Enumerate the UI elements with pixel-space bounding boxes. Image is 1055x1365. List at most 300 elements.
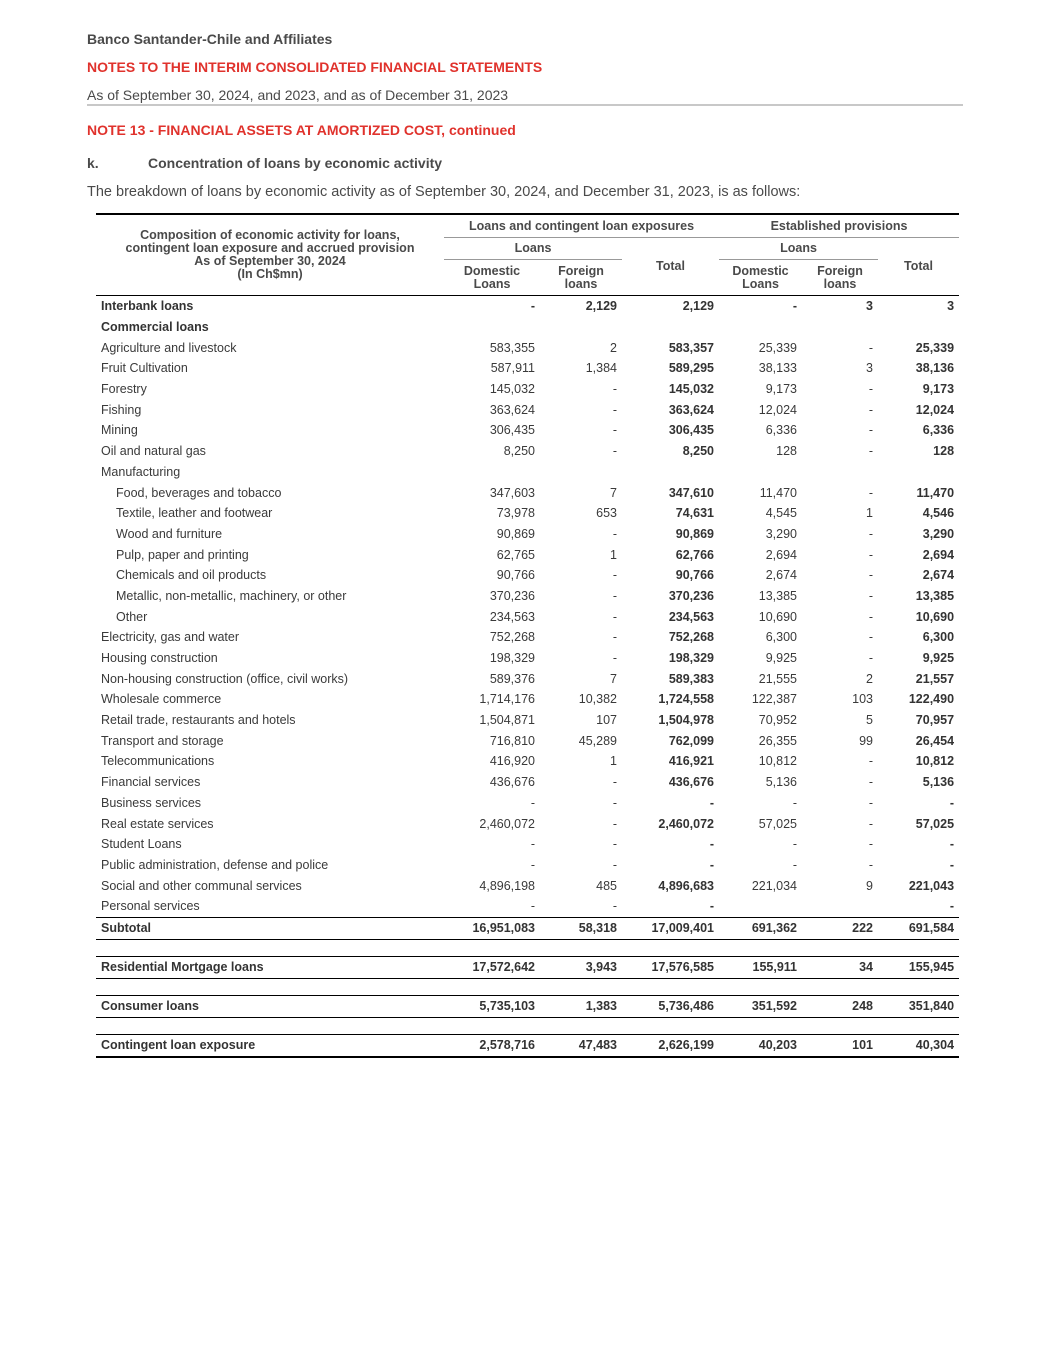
row-label: Commercial loans xyxy=(101,320,209,335)
row-label: Retail trade, restaurants and hotels xyxy=(101,713,296,728)
table-row xyxy=(96,648,959,669)
section-title: Concentration of loans by economic activity xyxy=(148,155,443,171)
note-title: NOTE 13 - FINANCIAL ASSETS AT AMORTIZED COST, continued xyxy=(87,122,516,138)
cell-tp: 122,490 xyxy=(908,692,955,707)
cell-dp: 122,387 xyxy=(751,692,797,707)
cell-dp: 128 xyxy=(776,444,797,459)
cell-fp: - xyxy=(868,588,873,603)
cell-tl: 306,435 xyxy=(668,423,714,438)
row-label: Financial services xyxy=(101,775,201,790)
cell-fl: - xyxy=(612,837,617,852)
row-label: Fishing xyxy=(101,402,142,417)
cell-fl: - xyxy=(612,899,617,914)
cell-dp: 2,694 xyxy=(765,547,797,562)
domestic-loans-header-2: Domestic Loans xyxy=(719,260,802,296)
section-letter: k. xyxy=(87,155,99,171)
total-cell-dl: 5,735,103 xyxy=(444,995,540,1017)
table-row xyxy=(96,793,959,814)
cell-dp: - xyxy=(792,795,797,810)
table-row xyxy=(96,565,959,586)
total-cell-fp: 222 xyxy=(802,917,878,939)
composition-line-4: (In Ch$mn) xyxy=(237,267,303,281)
cell-tl: - xyxy=(709,899,714,914)
total-cell-tp: 155,945 xyxy=(878,956,959,978)
cell-tp: 3,290 xyxy=(922,526,955,541)
loans-subheader-2: Loans xyxy=(719,238,878,260)
cell-dp xyxy=(719,896,802,917)
cell-fp: - xyxy=(868,444,873,459)
total-cell-tl: 17,576,585 xyxy=(622,956,719,978)
row-label: Pulp, paper and printing xyxy=(116,547,249,562)
cell-dp: 2,674 xyxy=(765,568,797,583)
cell-dp: 10,812 xyxy=(758,754,797,769)
cell-fp: - xyxy=(868,609,873,624)
cell-fp: - xyxy=(868,630,873,645)
cell-dl: 1,504,871 xyxy=(479,713,535,728)
cell-fl: - xyxy=(612,382,617,397)
cell-tl: 74,631 xyxy=(675,506,714,521)
row-label: Metallic, non-metallic, machinery, or other xyxy=(116,588,347,603)
cell-fp: 99 xyxy=(859,733,873,748)
cell-tp: 12,024 xyxy=(915,402,955,417)
cell-dp xyxy=(719,317,802,338)
composition-header xyxy=(96,214,444,296)
cell-tp: - xyxy=(949,857,955,872)
spacer-row xyxy=(96,939,959,956)
cell-tp: 26,454 xyxy=(915,733,955,748)
cell-fl: 7 xyxy=(610,671,617,686)
cell-dp: 9,173 xyxy=(765,382,797,397)
cell-dl: 90,766 xyxy=(496,568,535,583)
cell-fp: - xyxy=(868,568,873,583)
cell-fp: - xyxy=(868,837,873,852)
row-label: Personal services xyxy=(101,899,200,914)
total-cell-dp: 351,592 xyxy=(719,995,802,1017)
table-row xyxy=(96,586,959,607)
cell-tp xyxy=(878,317,959,338)
total-row xyxy=(96,1034,959,1057)
table-row xyxy=(96,482,959,503)
row-label: Transport and storage xyxy=(101,733,224,748)
table-row xyxy=(96,462,959,483)
cell-fl: - xyxy=(612,630,617,645)
total-header-2: Total xyxy=(878,238,959,296)
table-row xyxy=(96,606,959,627)
cell-fp: - xyxy=(868,795,873,810)
cell-tl: 363,624 xyxy=(668,402,714,417)
cell-fl: - xyxy=(612,775,617,790)
cell-tp: 10,690 xyxy=(915,609,955,624)
cell-tp: 221,043 xyxy=(908,878,955,893)
cell-tl: 234,563 xyxy=(668,609,714,624)
cell-dl: 587,911 xyxy=(490,361,535,376)
total-cell-tl: 5,736,486 xyxy=(622,995,719,1017)
cell-fl: 485 xyxy=(596,878,617,893)
total-cell-dp: 155,911 xyxy=(719,956,802,978)
cell-dp: 13,385 xyxy=(758,588,797,603)
cell-tp: - xyxy=(949,837,955,852)
cell-fl: 653 xyxy=(596,506,617,521)
cell-tl: 198,329 xyxy=(668,651,714,666)
total-cell-dl: 16,951,083 xyxy=(444,917,540,939)
table-row xyxy=(96,896,959,917)
cell-tl: 145,032 xyxy=(668,382,714,397)
cell-dp: 21,555 xyxy=(758,671,797,686)
table-row xyxy=(96,689,959,710)
table-row xyxy=(96,317,959,338)
cell-fp: - xyxy=(868,547,873,562)
table-row xyxy=(96,503,959,524)
cell-fl: - xyxy=(612,568,617,583)
cell-tl: 2,129 xyxy=(682,299,714,314)
total-cell-fl: 1,383 xyxy=(540,995,622,1017)
cell-dp: 5,136 xyxy=(765,775,797,790)
cell-fp: 3 xyxy=(866,299,873,314)
cell-fp: - xyxy=(868,382,873,397)
table-row xyxy=(96,855,959,876)
cell-dl: 4,896,198 xyxy=(479,878,535,893)
cell-tl xyxy=(622,317,719,338)
cell-dp: 4,545 xyxy=(765,506,797,521)
row-label: Chemicals and oil products xyxy=(116,568,267,583)
cell-dl: 198,329 xyxy=(489,651,535,666)
cell-dp: 12,024 xyxy=(758,402,797,417)
cell-tp: 11,470 xyxy=(916,485,955,500)
cell-dp: - xyxy=(792,299,797,314)
total-cell-dp: 691,362 xyxy=(719,917,802,939)
cell-fl: 107 xyxy=(596,713,617,728)
cell-tp: 2,694 xyxy=(922,547,955,562)
total-cell-dl: 17,572,642 xyxy=(444,956,540,978)
cell-tl: 90,766 xyxy=(675,568,714,583)
table-row xyxy=(96,834,959,855)
cell-dp: 25,339 xyxy=(758,340,797,355)
table-row xyxy=(96,668,959,689)
cell-dl: 363,624 xyxy=(489,402,535,417)
row-label: Agriculture and livestock xyxy=(101,340,237,355)
total-cell-fp: 248 xyxy=(802,995,878,1017)
notes-title: NOTES TO THE INTERIM CONSOLIDATED FINANCIAL STATEMENTS xyxy=(87,59,543,75)
row-label: Electricity, gas and water xyxy=(101,630,240,645)
cell-fl: - xyxy=(612,402,617,417)
total-cell-fl: 47,483 xyxy=(540,1034,622,1057)
cell-fl: 1 xyxy=(610,754,617,769)
cell-dl: - xyxy=(530,795,535,810)
cell-fl xyxy=(540,462,622,483)
cell-tp: 25,339 xyxy=(915,340,955,355)
table-row xyxy=(96,627,959,648)
cell-dp: - xyxy=(792,837,797,852)
cell-dl: 416,920 xyxy=(489,754,535,769)
cell-fl: 10,382 xyxy=(578,692,617,707)
foreign-loans-header-2: Foreign loans xyxy=(802,260,878,296)
cell-fp xyxy=(802,462,878,483)
cell-tp: 9,925 xyxy=(922,651,955,666)
total-cell-tp: 691,584 xyxy=(878,917,959,939)
company-name: Banco Santander-Chile and Affiliates xyxy=(87,31,333,47)
cell-fp: 5 xyxy=(866,713,873,728)
loans-subheader-1: Loans xyxy=(444,238,622,260)
total-row xyxy=(96,917,959,939)
loans-exposure-group-header: Loans and contingent loan exposures xyxy=(444,214,719,238)
cell-tp: - xyxy=(949,795,955,810)
total-cell-tl: 2,626,199 xyxy=(622,1034,719,1057)
domestic-loans-header-1: Domestic Loans xyxy=(444,260,540,296)
row-label: Interbank loans xyxy=(101,299,194,314)
composition-line-3: As of September 30, 2024 xyxy=(194,254,346,268)
cell-tl xyxy=(622,462,719,483)
cell-dl: - xyxy=(530,837,535,852)
cell-tl: 2,460,072 xyxy=(658,816,714,831)
row-label: Wood and furniture xyxy=(116,526,223,541)
total-label: Residential Mortgage loans xyxy=(96,956,444,978)
cell-dl xyxy=(444,317,540,338)
table-row xyxy=(96,524,959,545)
table-row xyxy=(96,441,959,462)
row-label: Manufacturing xyxy=(101,464,181,479)
table-row xyxy=(96,710,959,731)
table-row xyxy=(96,420,959,441)
row-label: Business services xyxy=(101,795,202,810)
cell-tp: 70,957 xyxy=(915,713,955,728)
total-cell-fp: 34 xyxy=(802,956,878,978)
cell-tl: 589,383 xyxy=(668,671,714,686)
row-label: Oil and natural gas xyxy=(101,444,206,459)
cell-tl: 4,896,683 xyxy=(658,878,714,893)
cell-fl xyxy=(540,317,622,338)
header-divider xyxy=(87,104,963,106)
cell-dl: 370,236 xyxy=(489,588,535,603)
cell-fl: - xyxy=(612,444,617,459)
cell-fl: - xyxy=(612,816,617,831)
cell-dp: - xyxy=(792,857,797,872)
total-cell-tl: 17,009,401 xyxy=(622,917,719,939)
row-label: Social and other communal services xyxy=(101,878,302,893)
cell-tl: 416,921 xyxy=(668,754,714,769)
cell-fl: - xyxy=(612,795,617,810)
cell-dp: 38,133 xyxy=(758,361,797,376)
composition-line-1: Composition of economic activity for loans, xyxy=(140,228,400,242)
cell-tl: 583,357 xyxy=(668,340,714,355)
cell-tl: 8,250 xyxy=(682,444,714,459)
row-label: Public administration, defense and police xyxy=(101,857,329,872)
cell-tp: 128 xyxy=(933,444,955,459)
table-row xyxy=(96,337,959,358)
cell-fl: 1,384 xyxy=(585,361,617,376)
cell-dl: - xyxy=(530,299,535,314)
cell-tl: 370,236 xyxy=(668,588,714,603)
total-label: Contingent loan exposure xyxy=(96,1034,444,1057)
cell-fl: 7 xyxy=(610,485,617,500)
row-label: Textile, leather and footwear xyxy=(116,506,273,521)
cell-tl: 1,724,558 xyxy=(658,692,714,707)
row-label: Non-housing construction (office, civil works) xyxy=(101,671,349,686)
cell-dp: 6,300 xyxy=(765,630,797,645)
cell-dp: 26,355 xyxy=(758,733,797,748)
cell-fl: - xyxy=(612,588,617,603)
row-label: Food, beverages and tobacco xyxy=(116,485,282,500)
provisions-group-header: Established provisions xyxy=(719,214,959,238)
cell-dl: 306,435 xyxy=(489,423,535,438)
cell-fp: - xyxy=(868,485,873,500)
cell-fl: - xyxy=(612,857,617,872)
cell-dp: 70,952 xyxy=(758,713,797,728)
cell-tp: 10,812 xyxy=(915,754,955,769)
row-label: Fruit Cultivation xyxy=(101,361,188,376)
cell-dp: 3,290 xyxy=(765,526,797,541)
cell-fl: 1 xyxy=(610,547,617,562)
cell-dl: 145,032 xyxy=(489,382,535,397)
cell-dl: 347,603 xyxy=(489,485,535,500)
cell-tp: 6,336 xyxy=(922,423,955,438)
cell-dp: 11,470 xyxy=(759,485,797,500)
table-row xyxy=(96,772,959,793)
cell-fp: - xyxy=(868,340,873,355)
foreign-loans-header-1: Foreign loans xyxy=(540,260,622,296)
cell-tp: 3 xyxy=(947,299,955,314)
cell-tp: 4,546 xyxy=(922,506,955,521)
cell-dp: 9,925 xyxy=(765,651,797,666)
cell-tp: 38,136 xyxy=(915,361,955,376)
cell-tp: 6,300 xyxy=(922,630,955,645)
cell-fl: 2 xyxy=(610,340,617,355)
cell-dl: - xyxy=(530,899,535,914)
composition-line-2: contingent loan exposure and accrued provision xyxy=(125,241,415,255)
cell-dl xyxy=(444,462,540,483)
cell-tl: - xyxy=(709,837,714,852)
total-header-1: Total xyxy=(622,238,719,296)
cell-fp: 2 xyxy=(866,671,873,686)
cell-tl: - xyxy=(709,857,714,872)
cell-dl: 73,978 xyxy=(496,506,535,521)
total-row xyxy=(96,995,959,1017)
cell-dp: 57,025 xyxy=(758,816,797,831)
cell-tp: 2,674 xyxy=(922,568,955,583)
cell-dp: 10,690 xyxy=(758,609,797,624)
cell-fp: - xyxy=(868,402,873,417)
cell-tl: 90,869 xyxy=(675,526,714,541)
as-of-date: As of September 30, 2024, and 2023, and as of December 31, 2023 xyxy=(87,87,509,103)
cell-fl: - xyxy=(612,609,617,624)
cell-dp: 221,034 xyxy=(751,878,797,893)
cell-fp: 3 xyxy=(866,361,873,376)
loans-by-activity-table xyxy=(96,213,959,1058)
cell-dl: 1,714,176 xyxy=(479,692,535,707)
row-label: Student Loans xyxy=(101,837,182,852)
row-label: Forestry xyxy=(101,382,147,397)
cell-tp: 21,557 xyxy=(915,671,955,686)
cell-fp xyxy=(802,317,878,338)
table-row xyxy=(96,751,959,772)
total-cell-fl: 3,943 xyxy=(540,956,622,978)
cell-tl: 752,268 xyxy=(668,630,714,645)
cell-dp xyxy=(719,462,802,483)
row-label: Housing construction xyxy=(101,651,218,666)
cell-fp: - xyxy=(868,754,873,769)
cell-fl: - xyxy=(612,423,617,438)
cell-tl: 436,676 xyxy=(668,775,714,790)
cell-dl: 8,250 xyxy=(503,444,535,459)
total-cell-tp: 40,304 xyxy=(878,1034,959,1057)
cell-fp: 1 xyxy=(866,506,873,521)
cell-dl: 62,765 xyxy=(496,547,535,562)
row-label: Mining xyxy=(101,423,138,438)
cell-tp: - xyxy=(949,899,955,914)
total-row xyxy=(96,956,959,978)
cell-dl: 716,810 xyxy=(489,733,535,748)
cell-fp: 103 xyxy=(852,692,873,707)
table-row xyxy=(96,813,959,834)
cell-fp: - xyxy=(868,857,873,872)
total-cell-tp: 351,840 xyxy=(878,995,959,1017)
cell-fp xyxy=(802,896,878,917)
cell-dl: 90,869 xyxy=(496,526,535,541)
cell-tl: 589,295 xyxy=(668,361,714,376)
spacer-row xyxy=(96,1017,959,1034)
total-cell-fl: 58,318 xyxy=(540,917,622,939)
table-row xyxy=(96,544,959,565)
cell-dl: 234,563 xyxy=(489,609,535,624)
table-row xyxy=(96,358,959,379)
cell-fp: - xyxy=(868,423,873,438)
row-label: Real estate services xyxy=(101,816,214,831)
row-label: Other xyxy=(116,609,148,624)
total-label: Consumer loans xyxy=(96,995,444,1017)
cell-fl: - xyxy=(612,651,617,666)
intro-paragraph: The breakdown of loans by economic activity as of September 30, 2024, and December 31, 2023, is as follows: xyxy=(87,184,801,200)
spacer-row xyxy=(96,978,959,995)
total-cell-dl: 2,578,716 xyxy=(444,1034,540,1057)
cell-fp: - xyxy=(868,651,873,666)
cell-dl: 752,268 xyxy=(489,630,535,645)
table-body xyxy=(96,296,959,1057)
cell-dl: - xyxy=(530,857,535,872)
row-label: Wholesale commerce xyxy=(101,692,222,707)
table-row xyxy=(96,875,959,896)
cell-fl: 2,129 xyxy=(585,299,617,314)
cell-tp: 9,173 xyxy=(922,382,955,397)
cell-tl: - xyxy=(709,795,714,810)
table-row xyxy=(96,296,959,317)
cell-dl: 583,355 xyxy=(489,340,535,355)
cell-tl: 347,610 xyxy=(668,485,714,500)
cell-dl: 436,676 xyxy=(489,775,535,790)
cell-tl: 62,766 xyxy=(675,547,714,562)
total-label: Subtotal xyxy=(96,917,444,939)
cell-fl: - xyxy=(612,526,617,541)
cell-dl: 589,376 xyxy=(489,671,535,686)
table-row xyxy=(96,730,959,751)
cell-tp: 13,385 xyxy=(915,588,955,603)
cell-tl: 1,504,978 xyxy=(658,713,714,728)
cell-tp: 57,025 xyxy=(915,816,955,831)
cell-tl: 762,099 xyxy=(668,733,714,748)
table-row xyxy=(96,379,959,400)
total-cell-dp: 40,203 xyxy=(719,1034,802,1057)
cell-dl: 2,460,072 xyxy=(479,816,535,831)
cell-fp: - xyxy=(868,775,873,790)
cell-tp xyxy=(878,462,959,483)
cell-tp: 5,136 xyxy=(922,775,955,790)
row-label: Telecommunications xyxy=(101,754,215,769)
cell-dp: 6,336 xyxy=(765,423,797,438)
cell-fp: - xyxy=(868,526,873,541)
cell-fp: - xyxy=(868,816,873,831)
cell-fl: 45,289 xyxy=(578,733,617,748)
cell-fp: 9 xyxy=(866,878,873,893)
section-heading xyxy=(87,155,442,171)
total-cell-fp: 101 xyxy=(802,1034,878,1057)
